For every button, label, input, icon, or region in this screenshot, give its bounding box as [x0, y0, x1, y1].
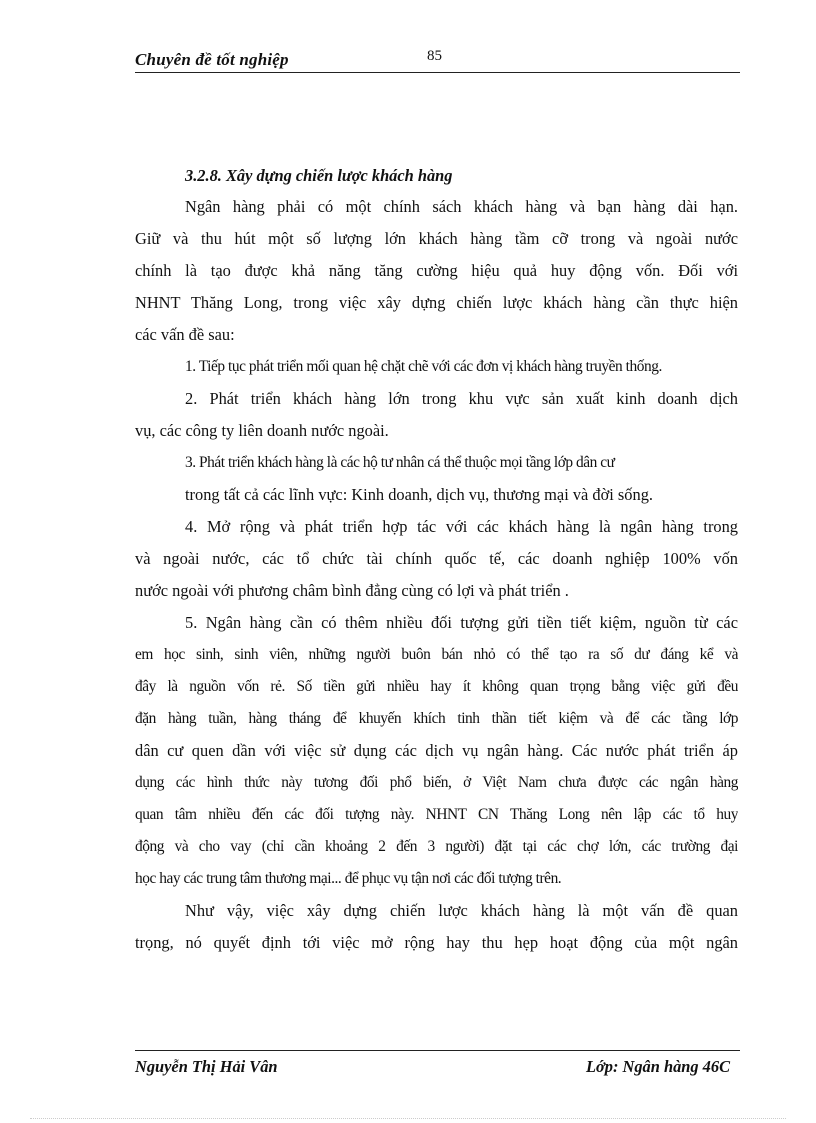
- list-item-3-line-1: 3. Phát triển khách hàng là các hộ tư nhân cá thể thuộc mọi tầng lớp dân cư: [185, 454, 615, 471]
- body-line-3: chính là tạo được khả năng tăng cường hiệu quả huy động vốn. Đối với: [135, 261, 738, 280]
- list-item-4-line-2: và ngoài nước, các tổ chức tài chính quốc tế, các doanh nghiệp 100% vốn: [135, 549, 738, 568]
- body-line-5: các vấn đề sau:: [135, 325, 235, 344]
- conclusion-line-2: trọng, nó quyết định tới việc mở rộng hay thu hẹp hoạt động của một ngân: [135, 933, 738, 952]
- section-heading: 3.2.8. Xây dựng chiến lược khách hàng: [185, 166, 453, 185]
- list-item-5-line-7: quan tâm nhiều đến các đối tượng này. NHNT CN Thăng Long nên lập các tổ huy: [135, 806, 738, 823]
- list-item-5-line-3: đây là nguồn vốn rẻ. Số tiền gửi nhiều hay ít không quan trọng bằng việc gửi đều: [135, 678, 738, 695]
- list-item-5-line-5: dân cư quen dần với việc sử dụng các dịch vụ ngân hàng. Các nước phát triển áp: [135, 741, 738, 760]
- page-number: 85: [427, 48, 442, 64]
- body-line-4: NHNT Thăng Long, trong việc xây dựng chiến lược khách hàng cần thực hiện: [135, 293, 738, 312]
- page-footer: [135, 1050, 740, 1081]
- body-line-2: Giữ và thu hút một số lượng lớn khách hàng tầm cỡ trong và ngoài nước: [135, 229, 738, 248]
- list-item-2-line-2: vụ, các công ty liên doanh nước ngoài.: [135, 421, 389, 440]
- list-item-4-line-1: 4. Mở rộng và phát triển hợp tác với các khách hàng là ngân hàng trong: [185, 517, 738, 536]
- list-item-1: 1. Tiếp tục phát triển mối quan hệ chặt chẽ với các đơn vị khách hàng truyền thống.: [185, 358, 662, 375]
- list-item-2-line-1: 2. Phát triển khách hàng lớn trong khu vực sản xuất kinh doanh dịch: [185, 389, 738, 408]
- list-item-5-line-2: em học sinh, sinh viên, những người buôn bán nhỏ có thể tạo ra số dư đáng kể và: [135, 646, 738, 663]
- page-body: [135, 160, 738, 959]
- page-edge-divider: [30, 1118, 786, 1119]
- page-header: [135, 46, 740, 73]
- list-item-5-line-8: động và cho vay (chỉ cần khoảng 2 đến 3 người) đặt tại các chợ lớn, các trường đại: [135, 838, 738, 855]
- list-item-5-line-4: đặn hàng tuần, hàng tháng để khuyến khích tinh thần tiết kiệm và để các tầng lớp: [135, 710, 738, 727]
- list-item-5-line-9: học hay các trung tâm thương mại... để phục vụ tận nơi các đối tượng trên.: [135, 870, 562, 887]
- list-item-5-line-1: 5. Ngân hàng cần có thêm nhiều đối tượng gửi tiền tiết kiệm, nguồn từ các: [185, 613, 738, 632]
- document-title: Chuyên đề tốt nghiệp: [135, 50, 289, 69]
- class-name: Lớp: Ngân hàng 46C: [585, 1057, 730, 1076]
- list-item-5-line-6: dụng các hình thức này tương đối phổ biến, ở Việt Nam chưa được các ngân hàng: [135, 774, 738, 791]
- list-item-4-line-3: nước ngoài với phương châm bình đẳng cùng có lợi và phát triển .: [135, 581, 569, 600]
- conclusion-line-1: Như vậy, việc xây dựng chiến lược khách hàng là một vấn đề quan: [185, 901, 738, 920]
- author-name: Nguyễn Thị Hải Vân: [135, 1057, 278, 1076]
- list-item-3-line-2: trong tất cả các lĩnh vực: Kinh doanh, dịch vụ, thương mại và đời sống.: [185, 485, 653, 504]
- body-line-1: Ngân hàng phải có một chính sách khách hàng và bạn hàng dài hạn.: [185, 197, 738, 216]
